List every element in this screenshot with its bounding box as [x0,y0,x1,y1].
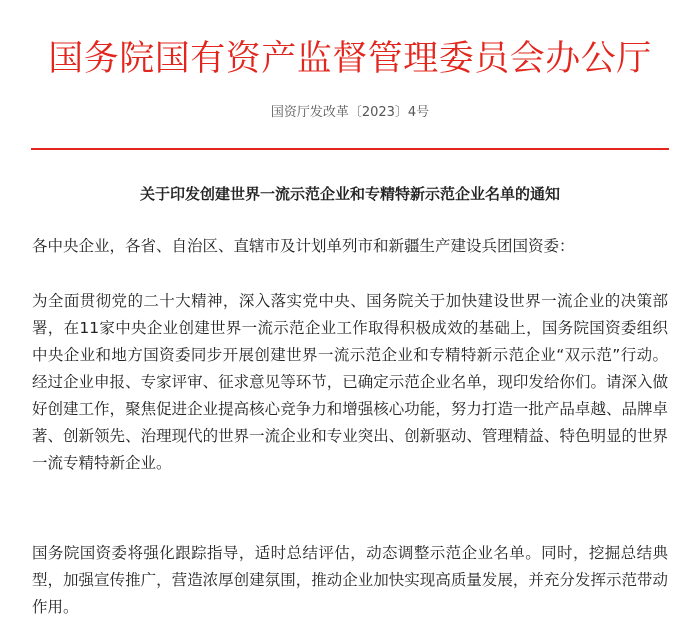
document-number: 国资厅发改革〔2023〕4号 [270,105,430,120]
issuer-masthead: 国务院国有资产监督管理委员会办公厅 [48,39,652,79]
document-title: 关于印发创建世界一流示范企业和专精特新示范企业名单的通知 [139,185,560,203]
red-divider-line [31,148,669,150]
salutation: 各中央企业，各省、自治区、直辖市及计划单列市和新疆生产建设兵团国资委： [32,237,575,255]
body-paragraph-2: 国务院国资委将强化跟踪指导，适时总结评估，动态调整示范企业名单。同时，挖掘总结典型，加强宣传推广，营造浓厚创建氛围，推动企业加快实现高质量发展，并充分发挥示范带动作用。 [32,544,668,616]
body-paragraph-1: 为全面贯彻党的二十大精神，深入落实党中央、国务院关于加快建设世界一流企业的决策部署，在11家中央企业创建世界一流示范企业工作取得积极成效的基础上，国务院国资委组织中央企业和地方国资委同步开展创建世界一流示范企业和专精特新示范企业“双示范”行动。经过企业申报、专家评审、征求意见等环节，已确定示范企业名单，现印发给你们。请深入做好创建工作，聚焦促进企业提高核心竞争力和增强核心功能，努力打造一批产品卓越、品牌卓著、创新领先、治理现代的世界一流企业和专业突出、创新驱动、管理精益、特色明显的世界一流专精特新企业。 [32,292,668,472]
